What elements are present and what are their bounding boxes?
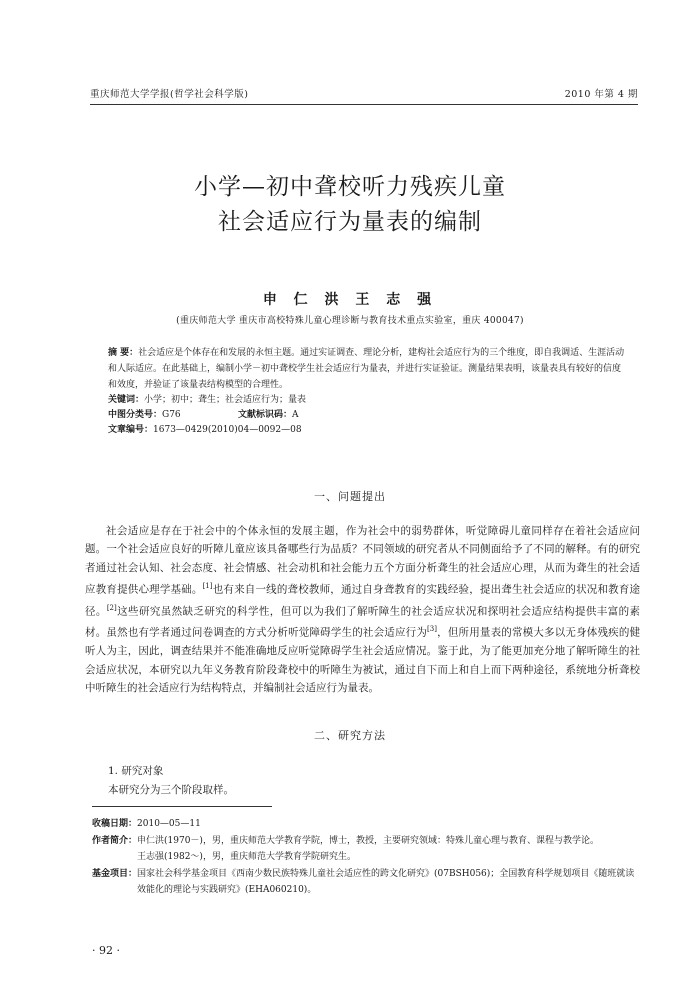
- section-heading-2: 二、研究方法: [314, 729, 386, 742]
- body-text-b: 也有来自一线的聋校教师，通过自身聋教育的实践经验，提出聋生社会适应的状况和教育途径。: [85, 583, 641, 618]
- citation-2[interactable]: [2]: [106, 603, 117, 612]
- doc-code-value: A: [292, 410, 299, 420]
- affiliation: (重庆师范大学 重庆市高校特殊儿童心理诊断与教育技术重点实验室，重庆 400047): [176, 316, 524, 326]
- keywords-label: 关键词：: [108, 395, 145, 405]
- page-number: · 92 ·: [92, 944, 120, 957]
- keywords: [108, 393, 628, 408]
- abstract-label: 摘 要：: [108, 348, 139, 358]
- received-label: 收稿日期：: [92, 819, 138, 829]
- authors: 申 仁 洪 王 志 强: [262, 292, 438, 308]
- clc-label: 中图分类号：: [108, 410, 163, 420]
- footnotes: [92, 816, 640, 899]
- clc-value: G76: [162, 410, 181, 420]
- author-bio: [92, 833, 640, 866]
- received-value: 2010—05—11: [137, 819, 201, 829]
- header-rule: [90, 104, 638, 105]
- subsection-heading: 1. 研究对象: [108, 765, 164, 777]
- citation-3[interactable]: [3]: [427, 625, 437, 634]
- body-text-a: 社会适应是存在于社会中的个体永恒的发展主题，作为社会中的弱势群体，听觉障碍儿童同样存在着社会适应问题。一个社会适应良好的听障儿童应该具备哪些行为品质？不同领域的研究者从不同侧面给予了不同的解释。有的研究者通过社会认知、社会态度、社会情感、社会动机和社会能力五个方面分析聋生的社会适应心理，从而为聋生的社会适应教育提供心理学基础。: [85, 525, 640, 596]
- running-header: [90, 86, 638, 100]
- fund-info: [92, 866, 640, 899]
- article-title: [0, 170, 700, 240]
- issue-label: 2010 年第 4 期: [564, 89, 638, 100]
- body-text-c: 这些研究虽然缺乏研究的科学性，但可以为我们了解听障生的社会适应状况和探明社会适应结构提供丰富的素材。虽然也有学者通过问卷调查的方式分析听觉障碍学生的社会适应行为: [85, 605, 641, 639]
- abstract: [108, 345, 628, 393]
- classification-row: [108, 408, 628, 423]
- body-paragraph: [85, 522, 640, 697]
- fund-label: 基金项目：: [92, 868, 138, 879]
- abstract-text: 社会适应是个体存在和发展的永恒主题。通过实证调查、理论分析，建构社会适应行为的三个维度，即自我调适、生涯活动和人际适应。在此基础上，编制小学－初中聋校学生社会适应行为量表，并进行实证验证。测量结果表明，该量表具有较好的信度和效度，并验证了该量表结构模型的合理性。: [108, 348, 625, 390]
- subsection-text: 本研究分为三个阶段取样。: [108, 784, 234, 796]
- footnote-rule: [92, 806, 272, 807]
- author-bio-2: 王志强(1982～)，男，重庆师范大学教育学院研究生。: [137, 852, 356, 862]
- body-text-d: ，但所用量表的常模大多以无身体残疾的健听人为主，因此，调查结果并不能准确地反应听觉障碍学生社会适应情况。鉴于此，为了能更加充分地了解听障生的社会适应状况，本研究以九年义务教育阶段聋校中的听障生为被试，通过自下而上和自上而下两种途径，系统地分析聋校中听障生的社会适应行为结构特点，并编制社会适应行为量表。: [85, 626, 641, 694]
- received-date: [92, 816, 640, 833]
- section-heading-1: 一、问题提出: [314, 490, 386, 503]
- journal-name: 重庆师范大学学报(哲学社会科学版): [90, 89, 249, 100]
- citation-1[interactable]: [1]: [202, 581, 213, 590]
- article-number-label: 文章编号：: [108, 425, 154, 435]
- title-line-2: 社会适应行为量表的编制: [218, 209, 482, 235]
- title-line-1: 小学—初中聋校听力残疾儿童: [194, 174, 506, 200]
- article-number-value: 1673—0429(2010)04—0092—08: [153, 425, 302, 435]
- abstract-block: [108, 345, 628, 438]
- keywords-text: 小学；初中；聋生；社会适应行为；量表: [144, 395, 307, 405]
- article-number: [108, 423, 628, 438]
- author-bio-1: 申仁洪(1970－)，男，重庆师范大学教育学院，博士，教授，主要研究领域：特殊儿童心理与教育、课程与教学论。: [137, 835, 599, 846]
- fund-text: 国家社会科学基金项目《西南少数民族特殊儿童社会适应性的跨文化研究》(07BSH056)；全国教育科学规划项目《随班就读效能化的理论与实践研究》(EHA060210)。: [137, 868, 635, 895]
- author-bio-label: 作者简介：: [92, 835, 138, 846]
- doc-code-label: 文献标识码：: [238, 410, 293, 420]
